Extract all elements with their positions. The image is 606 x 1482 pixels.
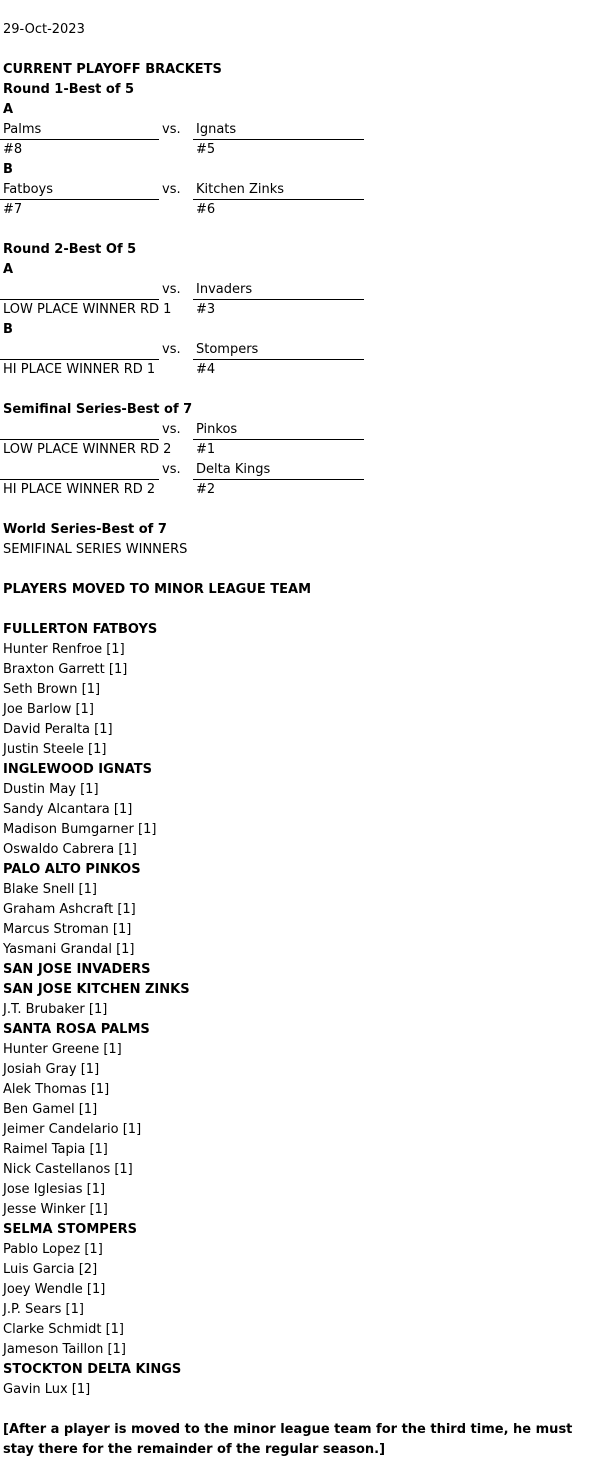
round2-a-right-team: Invaders (196, 282, 253, 297)
round2-a-left-team (3, 280, 160, 300)
footnote: [After a player is moved to the minor league team for the third time, he must stay there for the remainder of the regular season.] (3, 1422, 573, 1457)
player-item: J.P. Sears [1] (3, 1302, 84, 1317)
world-series-title: World Series-Best of 7 (3, 522, 167, 537)
player-item: Raimel Tapia [1] (3, 1142, 108, 1157)
round1-b-left-team: Fatboys (3, 182, 54, 197)
player-item: J.T. Brubaker [1] (3, 1002, 108, 1017)
round2-a-seeds (3, 300, 603, 320)
team-list (3, 620, 603, 1400)
player-item: David Peralta [1] (3, 722, 113, 737)
document-page (3, 20, 603, 1460)
semifinal-1-right-seed: #1 (196, 442, 216, 457)
round1-matchup-b (3, 180, 603, 200)
player-item: Jeimer Candelario [1] (3, 1122, 142, 1137)
team-name: SANTA ROSA PALMS (3, 1022, 150, 1037)
spacer (3, 220, 603, 240)
round2-b-seeds (3, 360, 603, 380)
vs-label: vs. (162, 462, 181, 477)
player-item: Dustin May [1] (3, 782, 99, 797)
spacer (3, 560, 603, 580)
team-name: FULLERTON FATBOYS (3, 622, 158, 637)
player-item: Oswaldo Cabrera [1] (3, 842, 137, 857)
vs-label: vs. (162, 122, 181, 137)
spacer (3, 380, 603, 400)
semifinal-2-left-team (3, 460, 160, 480)
round2-a-right-seed: #3 (196, 302, 216, 317)
round1-matchup-a (3, 120, 603, 140)
player-item: Braxton Garrett [1] (3, 662, 128, 677)
round1-title: Round 1-Best of 5 (3, 82, 135, 97)
player-item: Joe Barlow [1] (3, 702, 94, 717)
player-item: Gavin Lux [1] (3, 1382, 91, 1397)
player-item: Alek Thomas [1] (3, 1082, 110, 1097)
player-item: Jameson Taillon [1] (3, 1342, 126, 1357)
player-item: Marcus Stroman [1] (3, 922, 132, 937)
round2-b-left-note: HI PLACE WINNER RD 1 (3, 362, 156, 377)
player-item: Ben Gamel [1] (3, 1102, 98, 1117)
player-item: Nick Castellanos [1] (3, 1162, 133, 1177)
semifinal-2-right-team: Delta Kings (196, 462, 271, 477)
team-name: PALO ALTO PINKOS (3, 862, 141, 877)
round2-matchup-a (3, 280, 603, 300)
round2-group-b-label: B (3, 322, 13, 337)
player-item: Justin Steele [1] (3, 742, 107, 757)
semifinal-title: Semifinal Series-Best of 7 (3, 402, 193, 417)
round1-group-b-label: B (3, 162, 13, 177)
vs-label: vs. (162, 182, 181, 197)
semifinal-2-left-note: HI PLACE WINNER RD 2 (3, 482, 156, 497)
player-item: Hunter Greene [1] (3, 1042, 122, 1057)
semifinal-2-right-seed: #2 (196, 482, 216, 497)
player-item: Blake Snell [1] (3, 882, 97, 897)
player-item: Seth Brown [1] (3, 682, 101, 697)
player-item: Josiah Gray [1] (3, 1062, 100, 1077)
spacer (3, 600, 603, 620)
round2-b-left-team (3, 340, 160, 360)
team-name: SAN JOSE INVADERS (3, 962, 151, 977)
semifinal-matchup-2 (3, 460, 603, 480)
round1-a-left-seed: #8 (3, 142, 23, 157)
round2-b-right-team: Stompers (196, 342, 259, 357)
team-name: STOCKTON DELTA KINGS (3, 1362, 182, 1377)
round1-group-a-label: A (3, 102, 14, 117)
spacer (3, 1400, 603, 1420)
semifinal-2-seeds (3, 480, 603, 500)
vs-label: vs. (162, 342, 181, 357)
round2-title: Round 2-Best Of 5 (3, 242, 137, 257)
round2-a-left-note: LOW PLACE WINNER RD 1 (3, 302, 172, 317)
world-series-subtitle: SEMIFINAL SERIES WINNERS (3, 542, 188, 557)
round1-a-right-team: Ignats (196, 122, 237, 137)
round1-b-right-seed: #6 (196, 202, 216, 217)
player-item: Clarke Schmidt [1] (3, 1322, 125, 1337)
player-item: Luis Garcia [2] (3, 1262, 98, 1277)
round1-b-left-seed: #7 (3, 202, 23, 217)
semifinal-1-left-team (3, 420, 160, 440)
player-item: Madison Bumgarner [1] (3, 822, 157, 837)
player-item: Hunter Renfroe [1] (3, 642, 125, 657)
round1-b-right-team: Kitchen Zinks (196, 182, 285, 197)
round1-a-left-team: Palms (3, 122, 42, 137)
round1-a-right-seed: #5 (196, 142, 216, 157)
vs-label: vs. (162, 422, 181, 437)
round1-b-seeds (3, 200, 603, 220)
team-name: SAN JOSE KITCHEN ZINKS (3, 982, 190, 997)
team-name: INGLEWOOD IGNATS (3, 762, 152, 777)
semifinal-1-seeds (3, 440, 603, 460)
player-item: Sandy Alcantara [1] (3, 802, 133, 817)
spacer (3, 500, 603, 520)
player-item: Jose Iglesias [1] (3, 1182, 106, 1197)
vs-label: vs. (162, 282, 181, 297)
round2-group-a-label: A (3, 262, 14, 277)
player-item: Graham Ashcraft [1] (3, 902, 136, 917)
player-item: Pablo Lopez [1] (3, 1242, 103, 1257)
round2-matchup-b (3, 340, 603, 360)
round2-b-right-seed: #4 (196, 362, 216, 377)
semifinal-1-left-note: LOW PLACE WINNER RD 2 (3, 442, 172, 457)
team-name: SELMA STOMPERS (3, 1222, 138, 1237)
minor-league-heading: PLAYERS MOVED TO MINOR LEAGUE TEAM (3, 582, 312, 597)
spacer (3, 40, 603, 60)
brackets-heading: CURRENT PLAYOFF BRACKETS (3, 62, 222, 77)
semifinal-1-right-team: Pinkos (196, 422, 238, 437)
semifinal-matchup-1 (3, 420, 603, 440)
player-item: Yasmani Grandal [1] (3, 942, 135, 957)
player-item: Jesse Winker [1] (3, 1202, 108, 1217)
player-item: Joey Wendle [1] (3, 1282, 106, 1297)
date-text: 29-Oct-2023 (3, 22, 85, 37)
round1-a-seeds (3, 140, 603, 160)
